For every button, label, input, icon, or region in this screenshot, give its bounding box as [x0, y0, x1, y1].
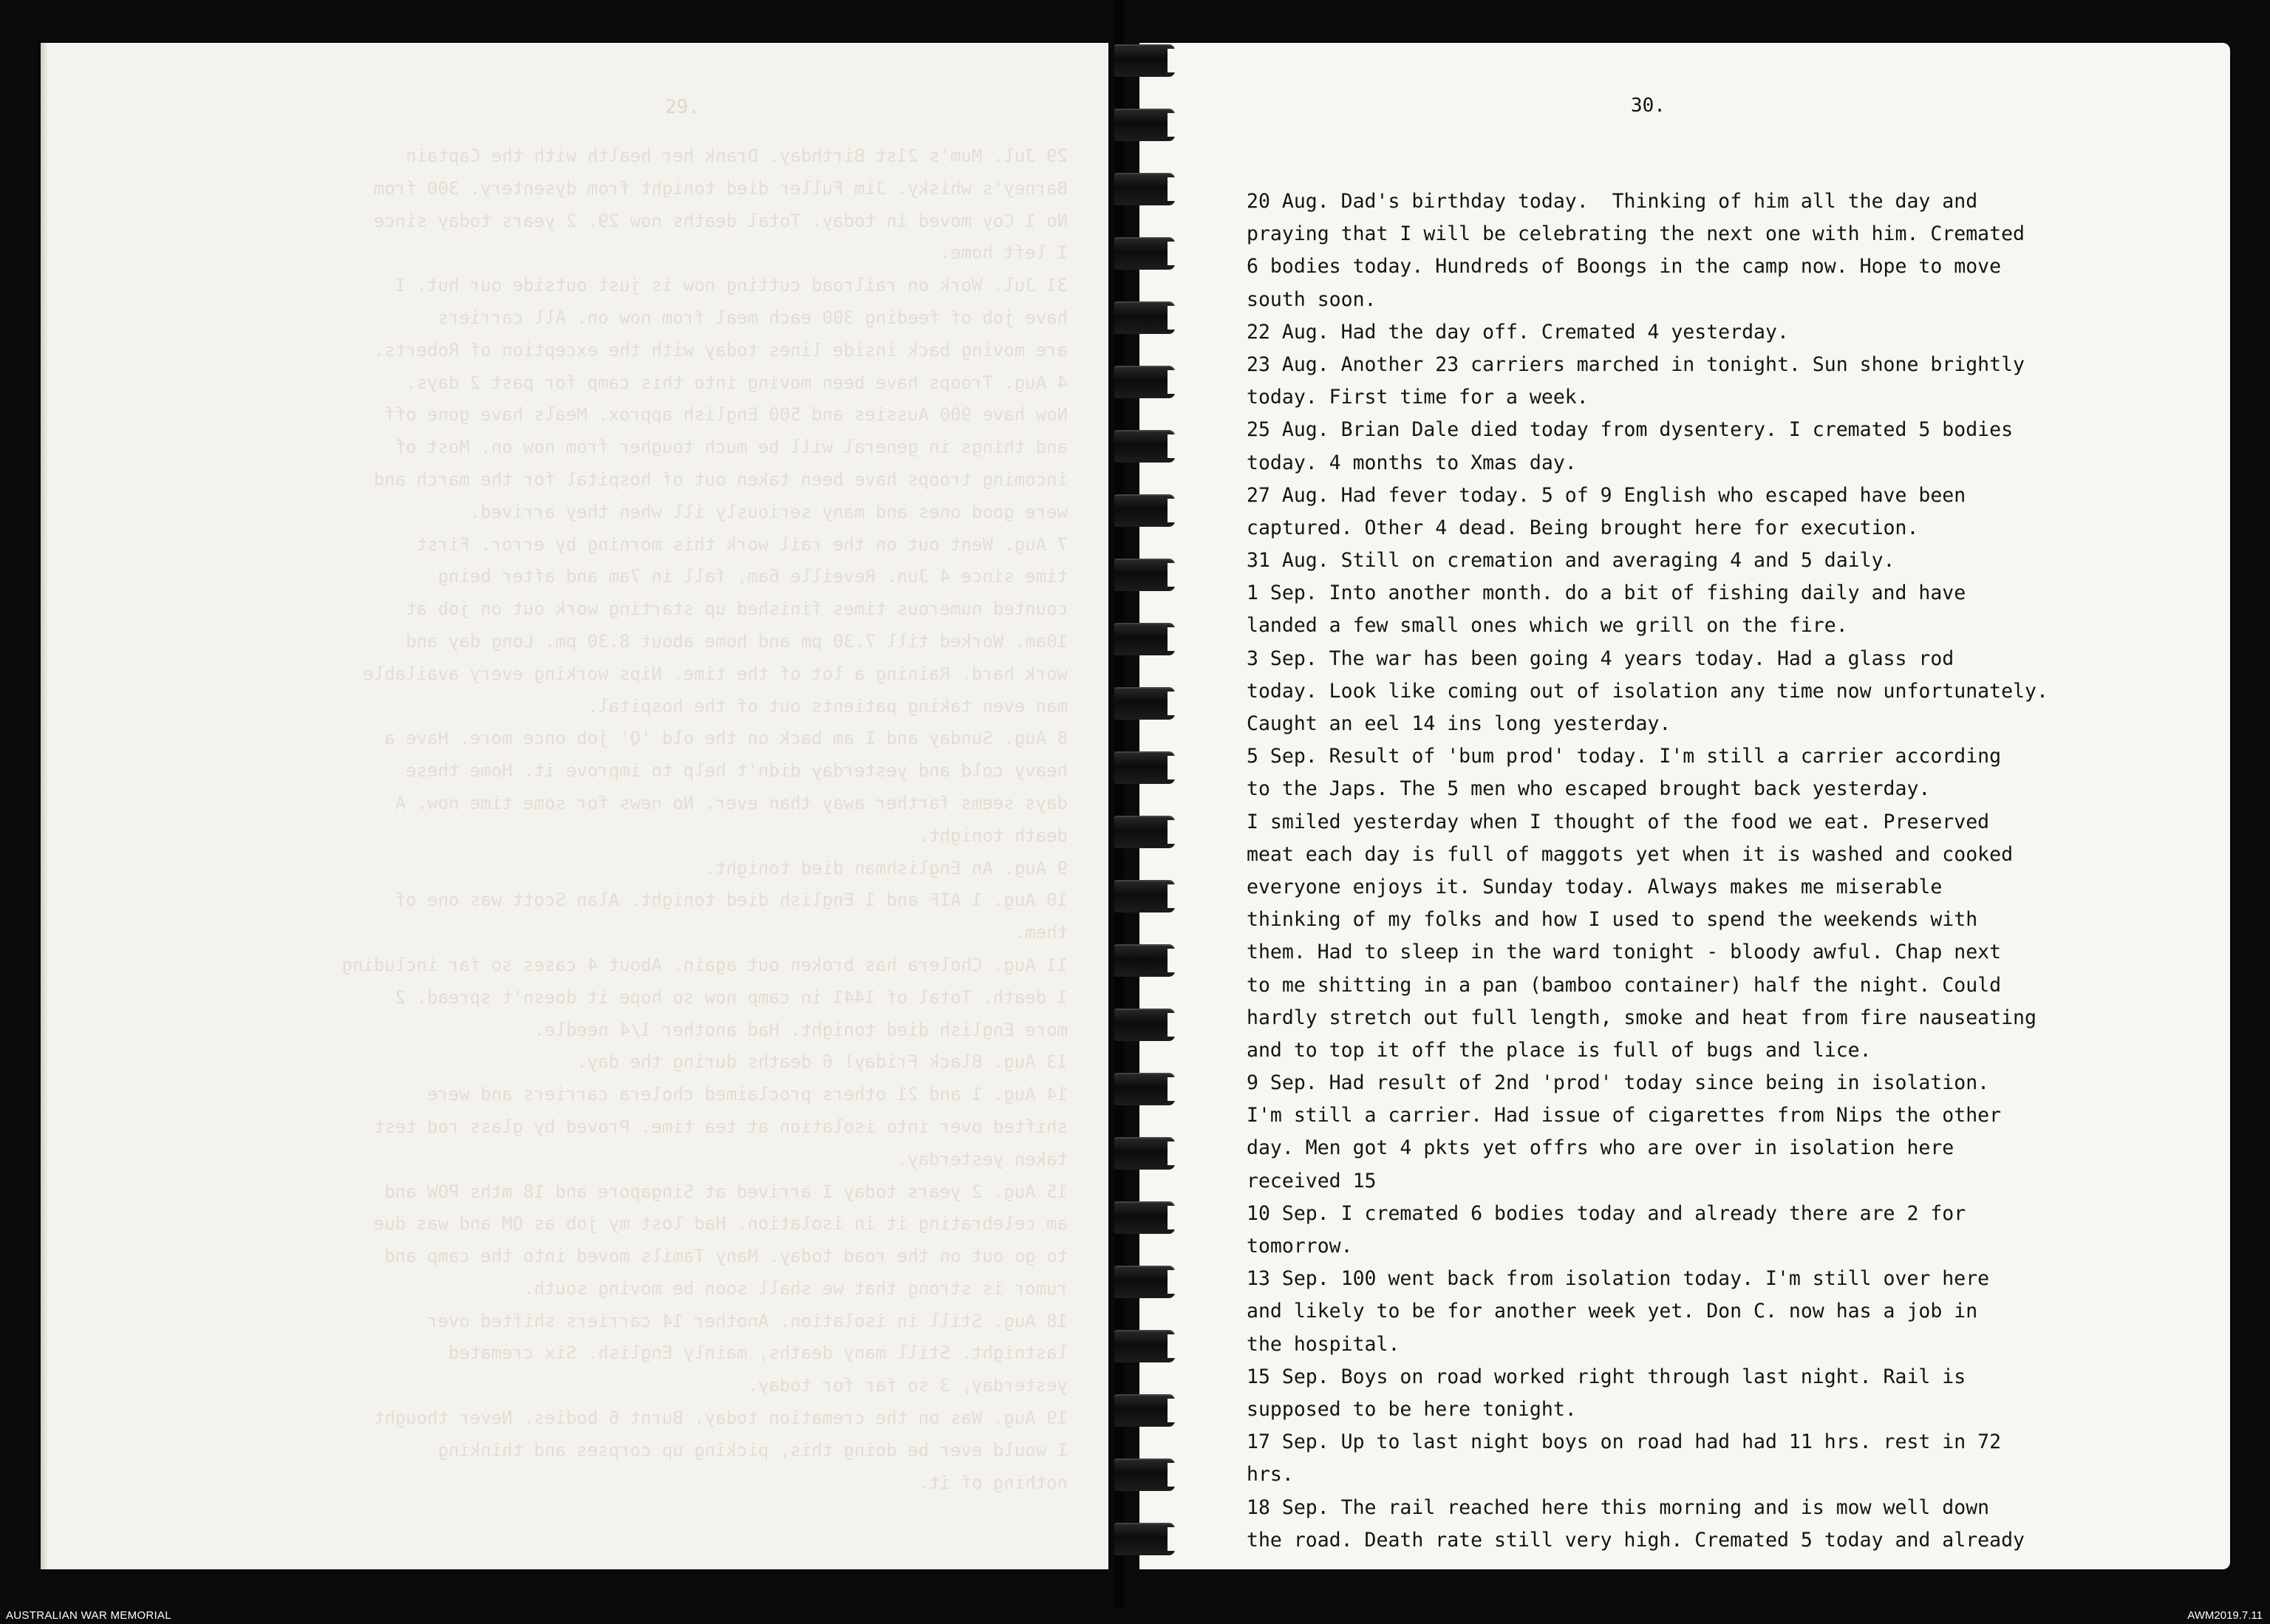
diary-line: and likely to be for another week yet. Don C. now has a job in [1247, 1300, 1978, 1323]
bleed-line: have job of feeding 300 each meal from now on. All carriers [437, 307, 1068, 328]
binding-coil [1114, 301, 1175, 334]
binding-coil [1114, 1201, 1175, 1234]
bleed-line: 10am. Worked till 7.30 pm and home about 8.30 pm. Long day and [406, 630, 1068, 652]
diary-line: 23 Aug. Another 23 carriers marched in tonight. Sun shone brightly [1247, 352, 2025, 376]
diary-line: today. 4 months to Xmas day. [1247, 451, 1577, 474]
footer-accession-number: AWM2019.7.11 [2187, 1609, 2263, 1622]
diary-line: everyone enjoys it. Sunday today. Always makes me miserable [1247, 875, 1943, 898]
bleed-line: 1 death. Total of 1441 in camp now so hope it doesn't spread. 2 [395, 986, 1068, 1008]
diary-line: the hospital. [1247, 1332, 1400, 1356]
diary-line: 31 Aug. Still on cremation and averaging 4 and 5 daily. [1247, 549, 1895, 573]
diary-line: to the Japs. The 5 men who escaped brought back yesterday. [1247, 777, 1931, 801]
binding-coil [1114, 1137, 1175, 1170]
bleed-line: 9 Aug. An Englishman died tonight. [704, 857, 1068, 878]
diary-line: praying that I will be celebrating the next one with him. Cremated [1247, 222, 2025, 246]
bleed-line: yesterday, 3 so far for today. [747, 1375, 1068, 1396]
binding-coil [1114, 1073, 1175, 1105]
diary-line: 18 Sep. The rail reached here this morning and is mow well down [1247, 1495, 1990, 1519]
diary-line: hrs. [1247, 1463, 1294, 1487]
binding-coil [1114, 430, 1175, 463]
bleed-line: 29 Jul. Mum's 21st Birthday. Drank her health with the Captain [406, 146, 1068, 166]
bleed-line: 14 Aug. 1 and 21 others proclaimed cholera carriers and were [427, 1084, 1068, 1105]
right-page-number: 30. [1631, 95, 1666, 117]
diary-line: 6 bodies today. Hundreds of Boongs in the camp now. Hope to move [1247, 255, 2002, 279]
bleed-line: shifted over into isolation at tea time. Proved by glass rod test [373, 1116, 1068, 1137]
bleed-line: 19 Aug. Was on the cremation today. Burnt 6 bodies. Never thought [373, 1408, 1068, 1429]
bleed-line: 7 Aug. Went out on the rail work this morning by error. First [416, 533, 1068, 555]
binding-coil [1114, 1523, 1175, 1555]
diary-line: 5 Sep. Result of 'bum prod' today. I'm still a carrier according [1247, 745, 2002, 768]
binding-coil [1114, 880, 1175, 912]
diary-line: to me shitting in a pan (bamboo container) half the night. Could [1247, 973, 2002, 997]
bleed-line: nothing of it. [918, 1472, 1068, 1493]
bleed-line: were good ones and many seriously ill when they arrived. [469, 501, 1068, 522]
bleed-line: I left home. [939, 242, 1068, 264]
bleed-line: I would ever be doing this, picking up corpses and thinking [437, 1439, 1068, 1461]
bleed-line: am celebrating it in isolation. Had lost my job as QM and was due [373, 1213, 1068, 1235]
diary-line: landed a few small ones which we grill on the fire. [1247, 614, 1848, 638]
bleed-line: more English died tonight. Had another 1/4 needle. [534, 1019, 1068, 1040]
diary-line: tomorrow. [1247, 1235, 1353, 1258]
diary-line: 25 Aug. Brian Dale died today from dysentery. I cremated 5 bodies [1247, 418, 2014, 442]
bleed-line: work hard. Raining a lot of the time. Nips working every available [363, 663, 1068, 684]
bleed-line: 15 Aug. 2 years today I arrived at Singapore and 18 mths POW and [384, 1181, 1068, 1202]
diary-line: 13 Sep. 100 went back from isolation today. I'm still over here [1247, 1267, 1990, 1291]
bleed-line: are moving back inside lines today with the exception of Roberts. [373, 339, 1068, 361]
diary-line: 20 Aug. Dad's birthday today. Thinking of him all the day and [1247, 190, 1978, 213]
diary-line: today. First time for a week. [1247, 386, 1589, 409]
diary-line: today. Look like coming out of isolation any time now unfortunately. [1247, 679, 2048, 703]
bleed-line: No 1 Coy moved in today. Total deaths now 29. 2 years today since [373, 210, 1068, 231]
diary-line: them. Had to sleep in the ward tonight - bloody awful. Chap next [1247, 941, 2002, 964]
binding-coil [1114, 1266, 1175, 1298]
diary-line: day. Men got 4 pkts yet offrs who are over in isolation here [1247, 1136, 1954, 1160]
diary-line: 9 Sep. Had result of 2nd 'prod' today since being in isolation. [1247, 1071, 1990, 1095]
binding-coil [1114, 1394, 1175, 1427]
bleed-line: man even taking patients out of the hospital. [587, 695, 1068, 717]
diary-line: the road. Death rate still very high. Cremated 5 today and already [1247, 1528, 2025, 1552]
diary-line: thinking of my folks and how I used to spend the weekends with [1247, 908, 1978, 932]
page-edge [41, 43, 48, 1569]
diary-line: 27 Aug. Had fever today. 5 of 9 English who escaped have been [1247, 483, 1966, 507]
binding-coil [1114, 623, 1175, 655]
diary-line: meat each day is full of maggots yet when it is washed and cooked [1247, 842, 2014, 866]
bleed-line: time since 4 Jun. Reveille 6am, fall in 7am and after being [437, 566, 1068, 587]
diary-line: Caught an eel 14 ins long yesterday. [1247, 712, 1671, 735]
binding-coil [1114, 687, 1175, 720]
binding-coil [1114, 44, 1175, 77]
bleed-line: 4 Aug. Troops have been moving into this camp for past 2 days. [406, 372, 1068, 393]
binding-coil [1114, 366, 1175, 398]
binding-coil [1114, 751, 1175, 784]
diary-line: captured. Other 4 dead. Being brought here for execution. [1247, 516, 1919, 539]
diary-line: south soon. [1247, 287, 1377, 311]
diary-line: and to top it off the place is full of bugs and lice. [1247, 1038, 1872, 1062]
binding-coil [1114, 237, 1175, 270]
right-page [1139, 43, 2230, 1569]
bleed-line: and things in general will be much tougher from now on. Most of [395, 437, 1068, 458]
spiral-binding [1114, 44, 1173, 1581]
diary-line: received 15 [1247, 1169, 1377, 1193]
bleed-line: Now have 900 Aussies and 500 English approx. Meals have gone off [384, 404, 1068, 426]
diary-line: hardly stretch out full length, smoke and heat from fire nauseating [1247, 1006, 2036, 1029]
bleed-line: days seems farther away than ever. No news for some time now. A [395, 792, 1068, 813]
binding-coil [1114, 559, 1175, 591]
binding-coil [1114, 944, 1175, 977]
bleed-line: death tonight. [918, 825, 1068, 846]
binding-coil [1114, 1458, 1175, 1491]
bleed-line: heavy cold and yesterday didn't help to improve it. Home these [406, 760, 1068, 782]
diary-line: supposed to be here tonight. [1247, 1397, 1577, 1421]
binding-coil [1114, 494, 1175, 527]
binding-coil [1114, 173, 1175, 205]
bleed-line: 11 Aug. Cholera has broken out again. About 4 cases so far including [341, 954, 1068, 975]
bleed-line: 10 Aug. 1 AIF and 1 English died tonight. Alan Scott was one of [395, 890, 1068, 911]
binding-coil [1114, 1009, 1175, 1041]
bleed-line: incoming troops have been taken out of hospital for the march and [373, 468, 1068, 490]
bleed-line: them. [1014, 922, 1068, 944]
bleed-line: 18 Aug. Still in isolation. Another 14 carriers shifted over [427, 1310, 1068, 1331]
footer-bar [0, 1608, 2270, 1624]
bleed-line: 31 Jul. Work on railroad cutting now is just outside our hut. I [395, 275, 1068, 296]
diary-line: I smiled yesterday when I thought of the food we eat. Preserved [1247, 810, 1990, 833]
bleed-line: to go out on the road today. Many Tamils moved into the camp and [384, 1246, 1068, 1267]
bleed-line: 8 Aug. Sunday and I am back on the old 'Q' job once more. Have a [384, 728, 1068, 749]
bleed-line: Barney's whisky. Jim Fuller died tonight from dysentery. 300 from [373, 177, 1068, 199]
diary-line: 10 Sep. I cremated 6 bodies today and already there are 2 for [1247, 1201, 1966, 1225]
diary-line: 22 Aug. Had the day off. Cremated 4 yesterday. [1247, 320, 1789, 344]
bleed-through-text [151, 140, 1068, 1499]
bleed-line: 13 Aug. Black Friday! 6 deaths during the day. [576, 1051, 1068, 1073]
binding-coil [1114, 109, 1175, 141]
footer-institution: AUSTRALIAN WAR MEMORIAL [6, 1609, 171, 1622]
left-page-number: 29. [665, 96, 700, 118]
bleed-line: rumor is strong that we shall soon be moving south. [523, 1277, 1068, 1299]
diary-entries [1247, 185, 2222, 1557]
diary-line: 3 Sep. The war has been going 4 years today. Had a glass rod [1247, 646, 1954, 670]
diary-line: 15 Sep. Boys on road worked right through last night. Rail is [1247, 1365, 1966, 1388]
bleed-line: counted numerous times finished up starting work out on job at [406, 598, 1068, 620]
diary-line: 17 Sep. Up to last night boys on road had had 11 hrs. rest in 72 [1247, 1430, 2002, 1454]
binding-coil [1114, 1330, 1175, 1362]
diary-line: 1 Sep. Into another month. do a bit of fishing daily and have [1247, 581, 1966, 605]
bleed-line: lastnight. Still many deaths, mainly English. Six cremated [448, 1342, 1068, 1364]
bleed-line: taken yesterday. [896, 1148, 1068, 1170]
diary-line: I'm still a carrier. Had issue of cigarettes from Nips the other [1247, 1104, 2002, 1127]
binding-coil [1114, 816, 1175, 848]
left-page [41, 43, 1108, 1569]
